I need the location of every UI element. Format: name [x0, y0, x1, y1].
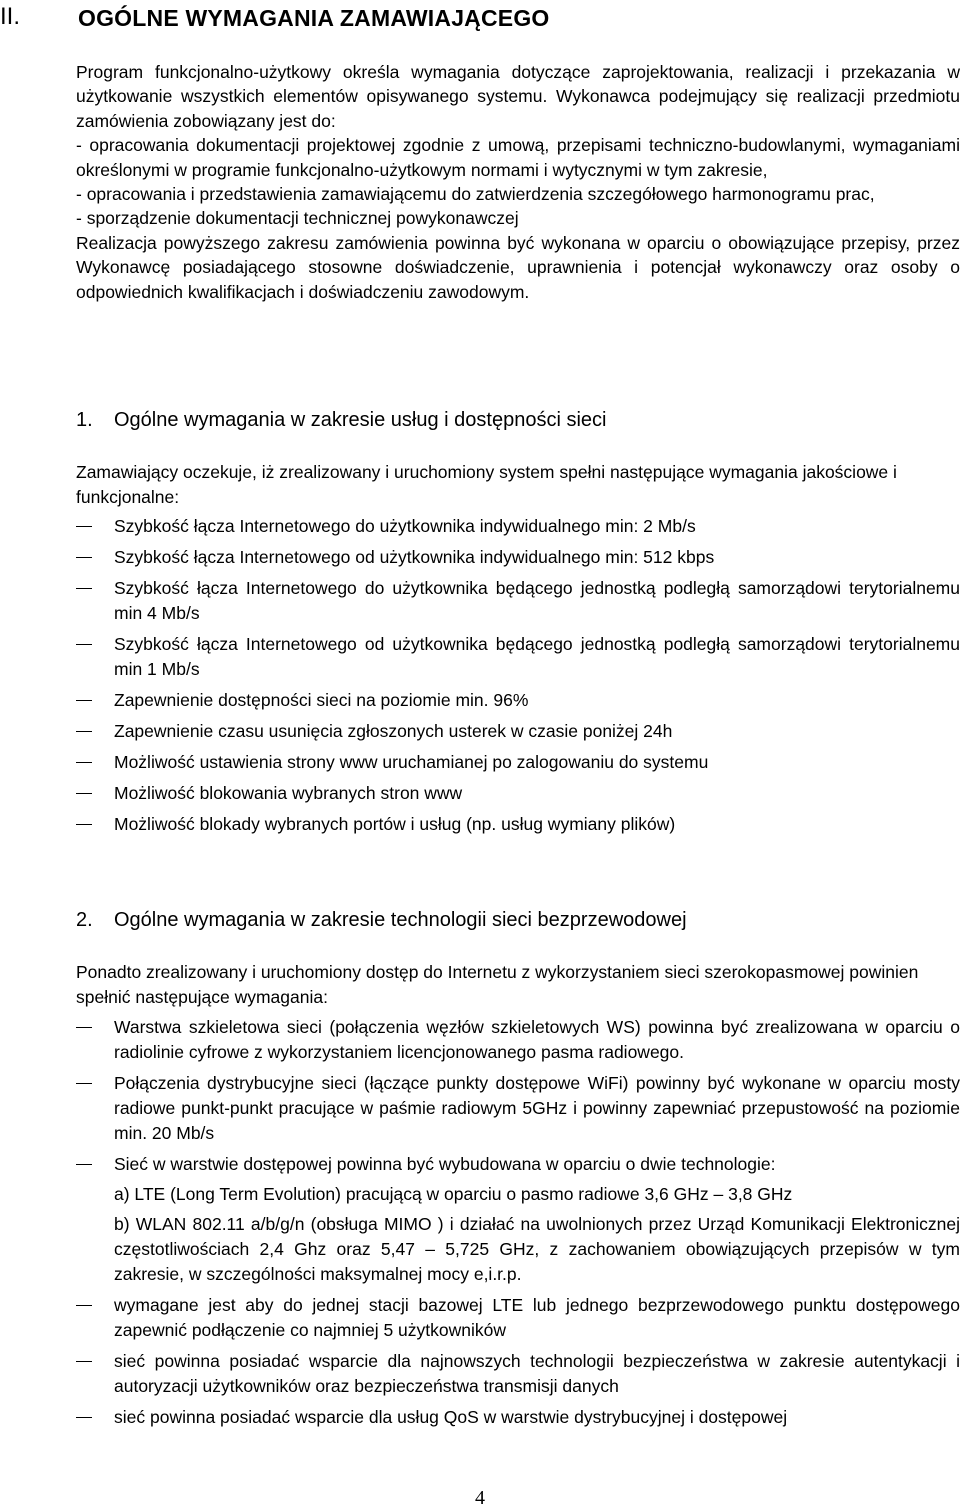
list-item: wymagane jest aby do jednej stacji bazowej LTE lub jednego bezprzewodowego punktu dostępowego zapewnić podłączenie co najmniej 5 użytkowników [76, 1293, 960, 1343]
list-item: Szybkość łącza Internetowego od użytkownika indywidualnego min: 512 kbps [76, 545, 960, 570]
dash-bullet-icon [76, 793, 92, 794]
section-2-heading [76, 907, 687, 933]
intro-paragraph-1: Program funkcjonalno-użytkowy określa wymagania dotyczące zaprojektowania, realizacji i przekazania w użytkowanie wszystkich elementów opisywanego systemu. Wykonawca podejmujący się realizacji przedmiotu zamówienia zobowiązany jest do: [76, 62, 960, 131]
dash-bullet-icon [76, 557, 92, 558]
intro-paragraph-5: Realizacja powyższego zakresu zamówienia powinna być wykonana w oparciu o obowiązujące przepisy, przez Wykonawcę posiadającego stosowne doświadczenie, uprawnienia i potencjał wykonawczy oraz osoby o odpowiednich kwalifikacjach i doświadczeniu zawodowym. [76, 232, 960, 302]
dash-bullet-icon [76, 762, 92, 763]
list-item: Możliwość blokowania wybranych stron www [76, 781, 960, 806]
section-2-number: 2. [76, 909, 93, 931]
dash-bullet-icon [76, 1164, 92, 1165]
dash-bullet-icon [76, 731, 92, 732]
list-item: Zapewnienie dostępności sieci na poziomie min. 96% [76, 688, 960, 713]
dash-bullet-icon [76, 1027, 92, 1028]
dash-bullet-icon [76, 644, 92, 645]
list-item: Szybkość łącza Internetowego do użytkownika będącego jednostką podległą samorządowi terytorialnemu min 4 Mb/s [76, 576, 960, 626]
list-item: Możliwość ustawienia strony www uruchamianej po zalogowaniu do systemu [76, 750, 960, 775]
dash-bullet-icon [76, 526, 92, 527]
list-item: Zapewnienie czasu usunięcia zgłoszonych usterek w czasie poniżej 24h [76, 719, 960, 744]
section-2-title: Ogólne wymagania w zakresie technologii sieci bezprzewodowej [114, 909, 687, 931]
dash-bullet-icon [76, 588, 92, 589]
sub-item-wlan: b) WLAN 802.11 a/b/g/n (obsługa MIMO ) i działać na uwolnionych przez Urząd Komunikacji Elektronicznej częstotliwościach 2,4 Ghz oraz 5,47 – 5,725 GHz, z zachowaniem obowiązujących przepisów w tym zakresie, w szczególności maksymalnej mocy e,i.r.p. [114, 1214, 960, 1284]
section-1-number: 1. [76, 409, 93, 431]
list-item: Szybkość łącza Internetowego do użytkownika indywidualnego min: 2 Mb/s [76, 514, 960, 539]
list-item: Sieć w warstwie dostępowej powinna być wybudowana w oparciu o dwie technologie: a) LTE (Long Term Evolution) pracującą w oparciu o pasmo radiowe 3,6 GHz – 3,8 GHz b) WLAN 802.11 a/b/g/n (obsługa MIMO ) i działać na uwolnionych przez Urząd Komunikacji Elektronicznej częstotliwościach 2,4 Ghz oraz 5,47 – 5,725 GHz, z zachowaniem obowiązujących przepisów w tym zakresie, w szczególności maksymalnej mocy e,i.r.p. [76, 1152, 960, 1287]
intro-paragraph-4: - sporządzenie dokumentacji technicznej powykonawczej [76, 208, 519, 229]
dash-bullet-icon [76, 700, 92, 701]
section-1-heading [76, 407, 606, 433]
sub-item-lte: a) LTE (Long Term Evolution) pracującą w oparciu o pasmo radiowe 3,6 GHz – 3,8 GHz [114, 1184, 793, 1204]
dash-bullet-icon [76, 1361, 92, 1362]
page-title: OGÓLNE WYMAGANIA ZAMAWIAJĄCEGO [78, 5, 550, 31]
section-roman-numeral: II. [0, 3, 21, 30]
dash-bullet-icon [76, 1417, 92, 1418]
list-item: Możliwość blokady wybranych portów i usług (np. usług wymiany plików) [76, 812, 960, 837]
list-item: Połączenia dystrybucyjne sieci (łączące punkty dostępowe WiFi) powinny być wykonane w oparciu mosty radiowe punkt-punkt pracujące w paśmie radiowym 5GHz i powinny zapewniać przepustowość na poziomie min. 20 Mb/s [76, 1071, 960, 1146]
dash-bullet-icon [76, 824, 92, 825]
list-item: sieć powinna posiadać wsparcie dla usług QoS w warstwie dystrybucyjnej i dostępowej [76, 1405, 960, 1430]
section-1-list [76, 514, 960, 837]
page-number: 4 [475, 1487, 485, 1509]
section-2-list [76, 1015, 960, 1430]
section-2-intro: Ponadto zrealizowany i uruchomiony dostęp do Internetu z wykorzystaniem sieci szerokopasmowej powinien spełnić następujące wymagania: [76, 962, 919, 1007]
intro-paragraph-2: - opracowania dokumentacji projektowej zgodnie z umową, przepisami techniczno-budowlanymi, wymaganiami określonymi w programie funkcjonalno-użytkowym normami i wytycznymi w tym zakresie, [76, 135, 960, 180]
intro-paragraph-3: - opracowania i przedstawienia zamawiającemu do zatwierdzenia szczegółowego harmonogramu prac, [76, 184, 875, 205]
list-item: sieć powinna posiadać wsparcie dla najnowszych technologii bezpieczeństwa w zakresie autentykacji i autoryzacji użytkowników oraz bezpieczeństwa transmisji danych [76, 1349, 960, 1399]
list-item: Warstwa szkieletowa sieci (połączenia węzłów szkieletowych WS) powinna być zrealizowana w oparciu o radiolinie cyfrowe z wykorzystaniem licencjonowanego pasma radiowego. [76, 1015, 960, 1065]
intro-block [76, 60, 960, 304]
section-1-intro: Zamawiający oczekuje, iż zrealizowany i uruchomiony system spełni następujące wymagania jakościowe i funkcjonalne: [76, 462, 897, 507]
list-item: Szybkość łącza Internetowego od użytkownika będącego jednostką podległą samorządowi terytorialnemu min 1 Mb/s [76, 632, 960, 682]
dash-bullet-icon [76, 1305, 92, 1306]
dash-bullet-icon [76, 1083, 92, 1084]
section-1-title: Ogólne wymagania w zakresie usług i dostępności sieci [114, 409, 607, 431]
